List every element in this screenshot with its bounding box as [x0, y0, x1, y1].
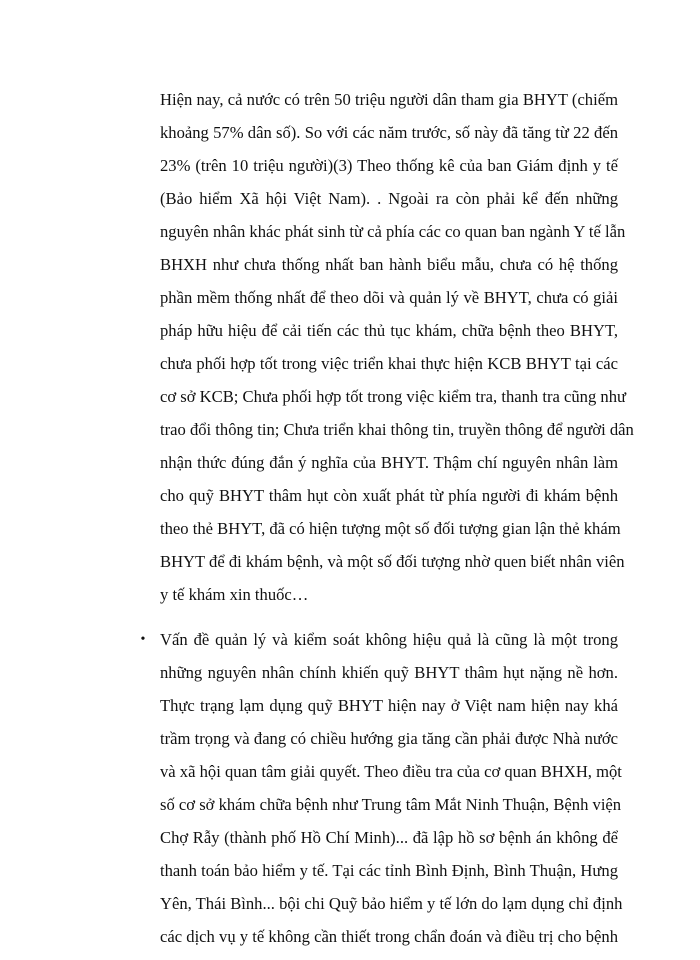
paragraph-1-line: (Bảo hiểm Xã hội Việt Nam). . Ngoài ra còn phải kể đến những [160, 189, 618, 208]
paragraph-1-line: pháp hữu hiệu để cải tiến các thủ tục khám, chữa bệnh theo BHYT, [160, 321, 618, 340]
paragraph-1-line: BHXH như chưa thống nhất ban hành biểu mẫu, chưa có hệ thống [160, 255, 618, 274]
paragraph-2-line: Thực trạng lạm dụng quỹ BHYT hiện nay ở Việt nam hiện nay khá [160, 696, 618, 715]
paragraph-2-line: Yên, Thái Bình... bội chi Quỹ bảo hiểm y tế lớn do lạm dụng chỉ định [160, 894, 623, 913]
paragraph-1-line: cơ sở KCB; Chưa phối hợp tốt trong việc kiểm tra, thanh tra cũng như [160, 387, 626, 406]
paragraph-2-line: các dịch vụ y tế không cần thiết trong chẩn đoán và điều trị cho bệnh [160, 927, 618, 946]
paragraph-1-line: 23% (trên 10 triệu người)(3) Theo thống kê của ban Giám định y tế [160, 156, 618, 175]
paragraph-1-line: nguyên nhân khác phát sinh từ cả phía các co quan ban ngành Y tế lẫn [160, 222, 626, 241]
paragraph-1-line: phần mềm thống nhất để theo dõi và quản lý về BHYT, chưa có giải [160, 288, 618, 307]
paragraph-1-line: y tế khám xin thuốc… [160, 585, 309, 604]
paragraph-1-line: theo thẻ BHYT, đã có hiện tượng một số đối tượng gian lận thẻ khám [160, 519, 621, 538]
paragraph-1-line: khoảng 57% dân số). So với các năm trước, số này đã tăng từ 22 đến [160, 123, 618, 142]
paragraph-2-line: thanh toán bảo hiểm y tế. Tại các tỉnh Bình Định, Bình Thuận, Hưng [160, 861, 618, 880]
paragraph-1-line: cho quỹ BHYT thâm hụt còn xuất phát từ phía người đi khám bệnh [160, 486, 618, 505]
paragraph-1-line: trao đổi thông tin; Chưa triển khai thông tin, truyền thông để người dân [160, 420, 634, 439]
paragraph-2-line: và xã hội quan tâm giải quyết. Theo điều tra của cơ quan BHXH, một [160, 762, 622, 781]
paragraph-2-line: trầm trọng và đang có chiều hướng gia tăng cần phải được Nhà nước [160, 729, 618, 748]
paragraph-1-line: Hiện nay, cả nước có trên 50 triệu người dân tham gia BHYT (chiếm [160, 90, 618, 109]
paragraph-1-line: nhận thức đúng đắn ý nghĩa của BHYT. Thậm chí nguyên nhân làm [160, 453, 618, 472]
paragraph-2-line: những nguyên nhân chính khiến quỹ BHYT thâm hụt nặng nề hơn. [160, 663, 618, 682]
paragraph-1-line: BHYT để đi khám bệnh, và một số đối tượng nhờ quen biết nhân viên [160, 552, 625, 571]
paragraph-2-line: Vấn đề quản lý và kiểm soát không hiệu quả là cũng là một trong [160, 630, 618, 649]
paragraph-2-line: Chợ Rẫy (thành phố Hồ Chí Minh)... đã lập hồ sơ bệnh án không để [160, 828, 618, 847]
bullet-icon: • [140, 632, 146, 647]
paragraph-1-line: chưa phối hợp tốt trong việc triển khai thực hiện KCB BHYT tại các [160, 354, 618, 373]
paragraph-2-line: số cơ sở khám chữa bệnh như Trung tâm Mắt Ninh Thuận, Bệnh viện [160, 795, 622, 814]
